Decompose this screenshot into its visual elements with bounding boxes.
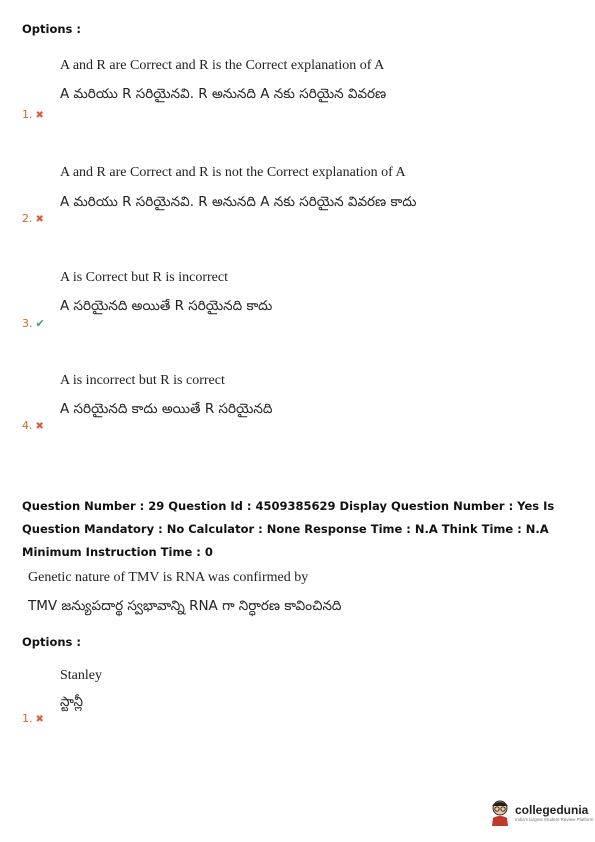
option-4-telugu: A సరియైనది కాదు అయితే R సరియైనది: [60, 401, 273, 417]
wrong-mark-icon: ✖: [35, 110, 44, 121]
brand-tagline: India's largest Student Review Platform: [515, 816, 594, 822]
option-2-telugu: A మరియు R సరియైనవి. R అనునది A నకు సరియైన వివరణ కాదు: [60, 194, 417, 210]
options-label: Options :: [22, 22, 81, 36]
option2-1-number: [22, 712, 44, 725]
option-number: 1.: [22, 712, 33, 725]
option-number: 1.: [22, 108, 33, 121]
option-1-telugu: A మరియు R సరియైనవి. R అనునది A నకు సరియైన వివరణ: [60, 86, 387, 102]
collegedunia-logo: [488, 798, 593, 826]
options-label-2: Options :: [22, 635, 81, 649]
wrong-mark-icon: ✖: [35, 714, 44, 725]
wrong-mark-icon: ✖: [35, 421, 44, 432]
option-4-english: A is incorrect but R is correct: [60, 373, 225, 388]
question-telugu: TMV జన్యుపదార్థ స్వభావాన్ని RNA గా నిర్ధారణ కావించినది: [28, 598, 342, 614]
option-3-english: A is Correct but R is incorrect: [60, 270, 228, 285]
question-english: Genetic nature of TMV is RNA was confirmed by: [28, 570, 309, 585]
option2-1-telugu: స్టాన్లీ: [60, 694, 83, 710]
option-3-number: [22, 317, 45, 330]
wrong-mark-icon: ✖: [35, 214, 44, 225]
option-4-number: [22, 419, 44, 432]
option-3-telugu: A సరియైనది అయితే R సరియైనది కాదు: [60, 298, 273, 314]
option-1-number: [22, 108, 44, 121]
brand-name: collegedunia: [515, 802, 589, 817]
question-header: Question Number : 29 Question Id : 4509385629 Display Question Number : Yes Is Question Mandatory : No Calculator : None Response Time : N.A Think Time : N.A Minimum Instruction Time : 0: [22, 499, 555, 559]
option-number: 4.: [22, 419, 33, 432]
option2-1-english: Stanley: [60, 668, 102, 683]
mascot-icon: [488, 798, 512, 826]
option-number: 3.: [22, 317, 33, 330]
option-number: 2.: [22, 212, 33, 225]
option-2-number: [22, 212, 44, 225]
correct-check-icon: ✔: [35, 317, 45, 330]
option-2-english: A and R are Correct and R is not the Correct explanation of A: [60, 165, 406, 180]
option-1-english: A and R are Correct and R is the Correct explanation of A: [60, 58, 385, 73]
